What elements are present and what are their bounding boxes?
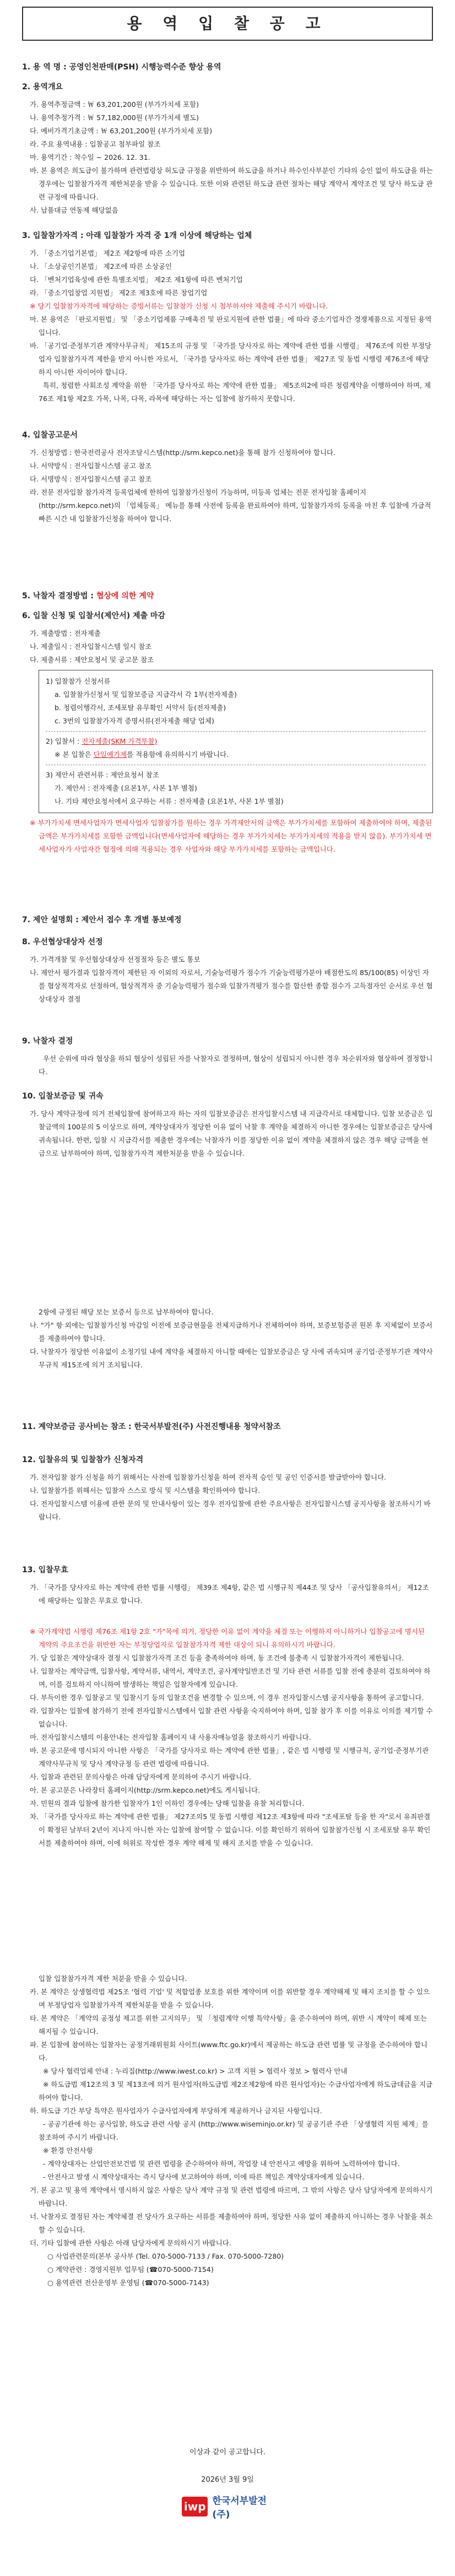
list-item: 가. 「국가를 당사자로 하는 계약에 관한 법률 시행령」 제39조 제4항, 같은 법 시행규칙 제44조 및 당사 「공사입찰유의서」 제12조에 해당하는 입찰은 무효로 합니다.: [30, 1583, 429, 1605]
section-heading: 10. 입찰보증금 및 귀속: [22, 1092, 104, 1101]
box-item: c. 3번의 입찰참가자격 증명서류(전자제출 해당 업체): [55, 717, 214, 725]
list-item: 거. 본 공고 및 용역 계약에서 명시하지 않은 사항은 당사 계약 규정 및 관련 법령에 따르며, 그 밖의 사항은 당사 담당자에게 문의하시기 바랍니다.: [30, 2186, 435, 2207]
list-item: 우선 순위에 따라 협상을 하되 협상이 성립된 자를 낙찰자로 결정하며, 협상이 성립되지 아니한 경우 차순위자와 협상하여 결정합니다.: [39, 1054, 433, 1076]
list-item: 가. 신청방법 : 한국전력공사 전자조달시스템(http://srm.kepco.net)을 통해 참가 신청하여야 합니다.: [30, 448, 336, 457]
company-name: 한국서부발전(주): [212, 2496, 267, 2520]
list-item: 바. 본 용역은 희도급이 불가하며 관련법령상 허도급 규정을 위반하여 하도급을 하거나 하수인사부분인 기타의 승인 없이 하도급을 하는 경우에는 입찰참가자격 제한처분을 받을 수 있습니다. 또한 이와 관련된 하도급 관련 절차는 해당 계약서 계약조건 및 당사 하도급 관련 규정에 따릅니다.: [30, 166, 435, 201]
section-briefing: [22, 914, 433, 931]
box-note: [46, 748, 426, 761]
list-item: 가. 당 입찰은 계약상대자 결정 시 입찰참가자격 조건 등을 충족하여야 하며, 동 조건에 불충족 시 입찰참가자격이 제한됩니다.: [30, 1654, 404, 1662]
box-note-text: ※ 본 입찰은: [55, 750, 94, 759]
list-item: 나. 입찰참가를 위해서는 입찰자 스스로 방식 및 시스템을 확인하여야 합니다.: [30, 1486, 261, 1495]
list-item: - 공공기관에 하는 공사입찰, 하도급 관련 사항 공지 (http://www.wiseminjo.or.kr) 및 공공기관 주관 「상생협력 지원 체계」를 참조하여 주시기 바랍니다.: [39, 2120, 431, 2141]
box-heading: 3) 제안서 관련서류 : 제안요청서 참조: [46, 771, 159, 779]
list-item: 바. 본 공고문에 명시되지 아니한 사항은 「국가를 당사자로 하는 계약에 관한 법률」, 같은 법 시행령 및 시행규칙, 공기업·준정부기관 계약사무규칙 및 당사 계약규정 등 관련 법령에 따릅니다.: [30, 1746, 431, 1768]
list-item: 타. 본 계약은 「계약의 공정성 제고를 위한 고지의무」 및 「청렴계약 이행 특약사항」을 준수하여야 하며, 위반 시 계약이 해제 또는 해지될 수 있습니다.: [30, 2014, 430, 2036]
section-heading: 2. 용역개요: [22, 83, 63, 91]
company-logo: [182, 2496, 275, 2518]
section-heading: [22, 591, 433, 602]
list-item: ※ 당사 협력업체 안내 : 누리집(http://www.iwest.co.kr) > 고객 지원 > 협력사 정보 > 협력사 안내: [39, 2067, 348, 2075]
list-item: 가. 가격개찰 및 우선협상대상자 선정절차 등은 별도 통보: [30, 955, 201, 964]
box-heading: 1) 입찰참가 신청서류: [46, 677, 111, 685]
list-item: 차. 「국가를 당사자로 하는 계약에 관한 법률」 제27조의5 및 동법 시행령 제12조 제3항에 따라 "조세포탈 등을 한 자"로서 유죄판결이 확정된 날부터 2년이 지나지 아니한 자는 입찰에 참여할 수 없습니다. 이를 확인하기 위하여 입찰참가신청 시 조세포탈 유무 확인서를 제출하여야 하며, 이에 허위로 작성한 경우 계약 해제 및 해지 조치를 받을 수 있습니다.: [30, 1812, 431, 1847]
section-heading: 8. 우선협상대상자 선정: [22, 938, 103, 946]
red-notice: ※ 국가계약법 시행령 제76조 제1항 2호 "가"목에 의거, 정당한 이유 없이 계약을 체결 또는 이행하지 아니하거나 입찰공고에 명시된 계약의 주요조건을 위반한 자는 부정당업자로 입찰참가자격 제한 대상이 되니 유의하시기 바랍니다.: [30, 1627, 427, 1649]
list-item: 라. 「중소기업창업 지원법」 제2조 제3호에 따른 창업기업: [30, 289, 208, 297]
contact-item: ○ 용역관련 전산운영부 운영팀 (☎070-5000-7143): [47, 2279, 209, 2287]
notice-title: 용 역 입 찰 공 고: [22, 7, 433, 41]
section-winner: [22, 1036, 433, 1079]
red-notice: ※ 당기 입찰참가자격에 해당하는 증빙서류는 입찰참가 신청 시 첨부하셔야 제출해 주시기 바랍니다.: [30, 302, 328, 310]
list-item: 파. 본 입찰에 참여하는 입찰자는 공정거래위원회 사이트(www.ftc.go.kr)에서 제공하는 하도급 관련 법률 및 규정을 준수하여야 합니다.: [30, 2041, 428, 2062]
red-notice: ※ 부가가치세 면세사업자가 면세사업자 입찰참가를 원하는 경우 가격제안서의 금액은 부가가치세를 포함하여 제출하여야 하며, 제출된 금액은 부가가치세를 포함한 금액입니다(면세사업자에 해당하는 경우 부가가치세는 부가가치세의 적용을 받지 않음). 부가가치세 면세사업자가 사업자간 협정에 의해 적용되는 경우 사업자와 해당 부가가치세를 포함하는 금액입니다.: [30, 819, 435, 853]
list-item: 2항에 규정된 해당 보는 보증서 등으로 납부하여야 합니다.: [39, 1308, 214, 1316]
list-item: 다. 「벤처기업육성에 관한 특별조치법」 제2조 제1항에 따른 벤처기업: [30, 275, 243, 284]
section-heading: 6. 입찰 신청 및 입찰서(제안서) 제출 마감: [22, 611, 165, 620]
contact-item: ○ 사업관련문의(본부 공사부 (Tel. 070-5000-7133 / Fax. 070-5000-7280): [47, 2252, 284, 2260]
list-item: 나. "가" 항 외에는 입찰참가신청 마감일 이전에 보증금현물을 전체지급하거나 전체하여야 하며, 보증보험증권 원본 후 지체없이 보증서를 제출하여야 합니다.: [30, 1321, 433, 1343]
section-overview: [22, 82, 433, 217]
list-item: - 계약상대자는 산업안전보건법 및 관련 법령을 준수하여야 하며, 작업장 내 안전사고 예방을 위하여 노력하여야 합니다.: [39, 2160, 400, 2168]
notice-date: 2026년 3월 9일: [201, 2476, 254, 2484]
list-item: 다. 낙찰자가 정당한 이유없이 소정기일 내에 계약을 체결하지 아니할 때에는 입찰보증금은 당 사에 귀속되며 공기업·준정부기관 계약사무규칙 제15조에 의거 조치됩니다.: [30, 1347, 433, 1369]
award-method-value: 협상에 의한 계약: [96, 592, 154, 600]
box-heading-text: 2) 입찰서 :: [46, 737, 82, 745]
heading-text: 5. 낙찰자 결정방법 :: [22, 592, 96, 600]
list-item: 사. 입찰과 관련된 문의사항은 아래 담당자에게 문의하여 주시기 바랍니다.: [30, 1773, 251, 1781]
section-heading: 12. 입찰유의 및 입찰참가 신청자격: [22, 1455, 144, 1464]
submission-box: [39, 670, 433, 813]
closing-statement: 이상과 같이 공고합니다.: [189, 2448, 266, 2456]
section-heading: 11. 계약보증금 공사비는 참조 : 한국서부발전(주) 사전진행내용 청약서참조: [22, 1422, 281, 1431]
list-item: 마. 본 용역은 「판로지원법」 및 「중소기업제품 구매촉진 및 판로지원에 관한 법률」에 따라 중소기업자간 경쟁제품으로 지정된 용역입니다.: [30, 315, 432, 337]
section-heading: 13. 입찰무효: [22, 1566, 68, 1574]
box-item: 나. 기타 제안요청서에서 요구하는 서류 : 전자제출 (요본1부, 사본 1부 별첨): [55, 797, 284, 805]
list-item: 라. 입찰자는 입찰에 참가하기 전에 전자입찰시스템에서 입찰 관련 사항을 숙지하여야 하며, 입찰 참가 후 이를 이유로 이의를 제기할 수 없습니다.: [30, 1707, 435, 1728]
list-item: 나. 용역추정가격 : ￦ 57,182,000원 (부가가치세 별도): [30, 113, 199, 122]
section-heading: 1. 용 역 명 : 공영인천판매(PSH) 시행능력수준 향상 용역: [22, 63, 221, 72]
box-heading-red: 전자제출(SKM 가격투찰): [82, 737, 158, 745]
list-item: 사. 납품대금 연동제 해당없음: [30, 206, 118, 214]
section-heading: 3. 입찰참가자격 : 아래 입찰참가 자격 중 1개 이상에 해당하는 업체: [22, 231, 252, 240]
list-item: 가. 「중소기업기본법」 제2조 제2항에 따른 소기업: [30, 249, 186, 257]
box-section: [46, 765, 426, 808]
box-item: 가. 제안서 : 전자제출 (요본1부, 사본 1부 별첨): [55, 784, 197, 792]
list-item: 입찰 입찰참가자격 제한 처분을 받을 수 있습니다.: [39, 1974, 187, 1983]
list-item: 라. 주요 용역내용 : 입찰공고 첨부파일 참조: [30, 140, 161, 148]
list-item: 마. 용역기간 : 착수일 ~ 2026. 12. 31.: [30, 153, 150, 161]
contact-item: ○ 계약관련 : 경영지원부 업무팀 (☎070-5000-7154): [47, 2265, 214, 2274]
box-note-red: 단일예가제: [93, 750, 127, 759]
section-heading: 9. 낙찰자 결정: [22, 1037, 73, 1046]
list-item: 바. 「공기업·준정부기관 계약사무규칙」 제15조의 규정 및 「국가를 당사자로 하는 계약에 관한 법률 시행령」 제76조에 의한 부정당업자 입찰참가자격 제한을 받지 아니한 자로서, 「국가를 당사자로 하는 계약에 관한 법률」 제27조 및 동법 시행령 제76조에 해당하지 아니한 자이어야 합니다.: [30, 342, 431, 376]
list-item: 다. 서명방식 : 전자입찰시스템 공고 참조: [30, 475, 152, 483]
section-bid-bond: [22, 1091, 433, 1160]
box-item: a. 입찰참가신청서 및 입찰보증금 지급각서 각 1부(전자제출): [55, 690, 237, 699]
list-item: 하. 하도급 기간 부당 특약은 원사업자가 수급사업자에게 부당하게 제공하거나 금지된 사항입니다.: [30, 2107, 322, 2115]
list-item: - 안전사고 발생 시 계약상대자는 즉시 당사에 보고하여야 하며, 이에 따른 책임은 계약상대자에게 있습니다.: [39, 2173, 365, 2181]
list-item: 카. 본 계약은 상생협력법 제25조 '협력 기업' 및 적합업종 보호를 위한 계약이며 이를 위반할 경우 계약해제 및 해지 조치를 할 수 있으며 부정당업자 입찰참가자격 제한처분을 받을 수 있습니다.: [30, 1988, 430, 2009]
list-item: 다. 전자입찰시스템 이용에 관한 문의 및 안내사항이 있는 경우 전자입찰에 관한 주요사항은 전자입찰시스템 공지사항을 참조하시기 바랍니다.: [30, 1500, 431, 1521]
list-item: 라. 전문 전자입찰 참가자격 등록업체에 한하여 입찰참가신청이 가능하며, 미등록 업체는 전문 전자입찰 홈페이지(http://srm.kepco.net)의 「업체등록」 메뉴를 통해 사전에 등록을 완료하여야 하며, 입찰참가자의 등록을 마친 후 입찰에 가급적 빠른 시간 내 입찰참가신청을 하여야 합니다.: [30, 488, 434, 523]
list-item: 나. 제안서 평가결과 입찰자격이 제한된 자 이외의 자로서, 기술능력평가 점수가 기술능력평가분야 배점한도의 85/100(85) 이상인 자를 협상적격자로 선정하며, 협상적격자 중 기술능력평가 점수와 입찰가격평가 점수를 합산한 종합 점수가 고득점자인 순서로 우선 협상대상자 결정: [30, 968, 433, 1003]
list-item: 가. 제출방법 : 전자제출: [30, 629, 101, 637]
list-item: 나. 서약방식 : 전자입찰시스템 공고 참조: [30, 462, 152, 470]
section-award-method: [22, 591, 433, 607]
list-item: 특히, 청렴한 사회조성 계약을 위한 「국가를 당사자로 하는 계약에 관한 법률」 제5조의2에 따른 청렴계약을 이행하여야 하며, 제76조 제1항 제2호 가목, 나목, 다목, 라목에 해당하는 자는 입찰에 참가하지 못합니다.: [39, 381, 431, 403]
list-item: 나. 제출일시 : 전자입찰시스템 일시 참조: [30, 642, 152, 651]
list-item: 자. 민원의 결과 입찰에 참가한 입찰자가 1인 이하인 경우에는 당해 입찰을 유찰 처리합니다.: [30, 1799, 305, 1807]
box-section: [46, 731, 426, 761]
section-misc: [22, 1625, 433, 1850]
list-item: 다. 제출서류 : 제안요청서 및 공고문 참조: [30, 656, 154, 664]
list-item: 너. 낙찰자로 결정된 자는 계약체결 전 당사가 요구하는 서류를 제출하여야 하며, 정당한 사유 없이 제출하지 아니하는 경우 낙찰을 취소할 수 있습니다.: [30, 2212, 433, 2234]
list-item: 가. 전자입찰 참가 신청을 하기 위해서는 사전에 입찰참가신청을 하여 전자적 승인 및 공인 인증서를 발급받아야 합니다.: [30, 1473, 387, 1481]
list-item: 가. 당사 계약규정에 의거 전체입찰에 참여하고자 하는 자의 입찰보증금은 전자입찰시스템 내 지급각서로 대체합니다. 입찰 보증금은 입찰금액의 100분의 5 이상으로 하며, 계약상대자가 정당한 이유 없이 낙찰 후 계약을 체결하지 아니한 경우에는 입찰보증금은 당사에 귀속됩니다. 한편, 입찰 시 지급각서를 제출한 경우에는 낙찰자가 이를 정당한 이유 없이 계약을 체결하지 않은 경우 해당 금액을 현금으로 납부하여야 하며, 입찰참가자격 제한처분을 받을 수 있습니다.: [30, 1110, 435, 1157]
section-contract-bond: [22, 1421, 433, 1438]
box-note-text: 를 적용함에 유의하시기 바랍니다.: [127, 750, 229, 759]
section-project-name: [22, 62, 433, 78]
section-invalid-bid: [22, 1565, 433, 1608]
list-item: 가. 용역추정금액 : ￦ 63,201,200원 (부가가치세 포함): [30, 100, 199, 109]
list-item: 나. 입찰자는 계약금액, 입찰사항, 계약서류, 내역서, 계약조건, 공사계약일반조건 및 기타 관련 서류를 입찰 전에 충분히 검토하여야 하며, 이를 검토하지 아니하여 발생하는 책임은 입찰자에게 있습니다.: [30, 1667, 431, 1689]
section-submission-docs: [22, 430, 433, 526]
section-heading: 4. 입찰공고문서: [22, 431, 78, 440]
list-item: ※ 하도급법 제12조의 3 및 제13조에 의거 원사업자(하도급법 제2조제2항에 따른 원사업자)는 수급사업자에게 하도급대금을 지급하여야 합니다.: [39, 2080, 433, 2102]
section-heading: 7. 제안 설명회 : 제안서 접수 후 개별 통보예정: [22, 916, 182, 924]
box-item: b. 청렴이행각서, 조세포탈 유무확인 서약서 등(전자제출): [55, 703, 226, 712]
list-item: 더. 기타 입찰에 관한 사항은 아래 담당자에게 문의하시기 바랍니다.: [30, 2239, 231, 2247]
box-heading: [46, 735, 426, 748]
list-item: ※ 환경 안전사항: [39, 2146, 93, 2155]
section-eligibility: [22, 230, 433, 405]
list-item: 마. 전자입찰시스템의 이용안내는 전자입찰 홈페이지 내 사용자매뉴얼을 참조하시기 바랍니다.: [30, 1733, 311, 1741]
section-bid-notes: [22, 1454, 433, 1524]
list-item: 아. 본 공고문은 나라장터 홈페이지(http://srm.kepco.net)에도 게시됩니다.: [30, 1786, 261, 1794]
list-item: 다. 예비가격기초금액 : ￦ 63,201,200원 (부가가치세 포함): [30, 127, 213, 135]
list-item: 나. 「소상공인기본법」 제2조에 따른 소상공인: [30, 262, 172, 270]
list-item: 다. 부득이한 경우 입찰공고 및 입찰시기 등의 입찰조건을 변경할 수 있으며, 이 경우 전자입찰시스템 공지사항을 통하여 공고합니다.: [30, 1693, 424, 1702]
section-misc-cont: [22, 1972, 433, 2290]
section-submission-deadline: [22, 610, 433, 856]
section-bid-bond-cont: [22, 1306, 433, 1372]
logo-mark-icon: iwp: [182, 2497, 208, 2517]
section-preferred-bidder: [22, 937, 433, 1006]
